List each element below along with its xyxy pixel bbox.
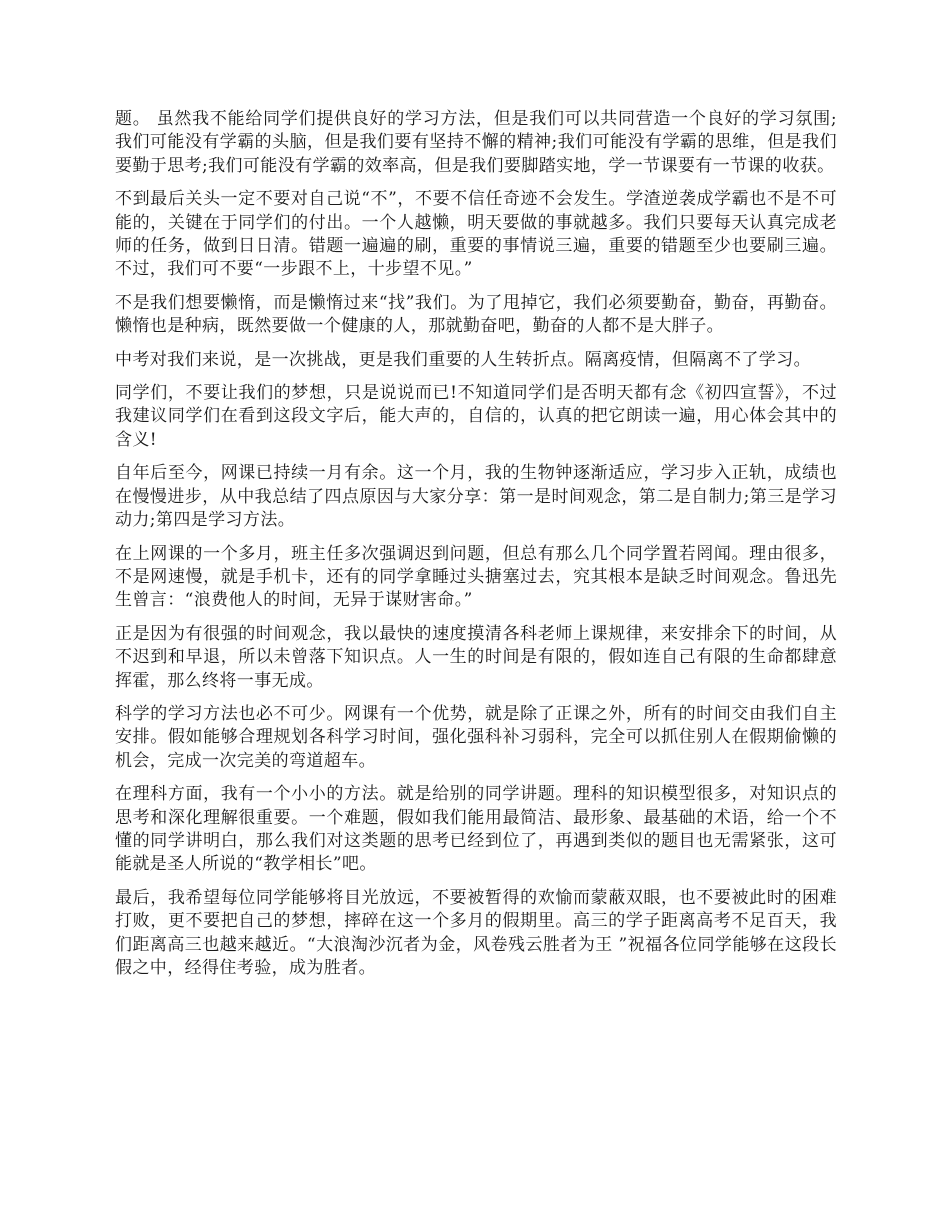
paragraph-4: 中考对我们来说，是一次挑战，更是我们重要的人生转折点。隔离疫情，但隔离不了学习。 — [115, 349, 811, 370]
paragraph-1: 题。 虽然我不能给同学们提供良好的学习方法，但是我们可以共同营造一个良好的学习氛围;我们可能没有学霸的头脑，但是我们要有坚持不懈的精神;我们可能没有学霸的思维，但是我们要勤于思考;我们可能没有学霸的效率高，但是我们要脚踏实地，学一节课要有一节课的收获。 — [115, 109, 837, 176]
paragraph-8: 正是因为有很强的时间观念，我以最快的速度摸清各科老师上课规律，来安排余下的时间，从不迟到和早退，所以未曾落下知识点。人一生的时间是有限的，假如连自己有限的生命都肆意挥霍，那么终将一事无成。 — [115, 623, 837, 691]
paragraph-5: 同学们，不要让我们的梦想，只是说说而已!不知道同学们是否明天都有念《初四宣誓》，不过我建议同学们在看到这段文字后，能大声的，自信的，认真的把它朗读一遍，用心体会其中的含义! — [115, 383, 837, 450]
paragraph-7: 在上网课的一个多月，班主任多次强调迟到问题，但总有那么几个同学置若罔闻。理由很多，不是网速慢，就是手机卡，还有的同学拿睡过头搪塞过去，究其根本是缺乏时间观念。鲁迅先生曾言：“浪费他人的时间，无异于谋财害命。” — [115, 543, 837, 611]
paragraph-11: 最后，我希望每位同学能够将目光放远，不要被暂得的欢愉而蒙蔽双眼，也不要被此时的困难打败，更不要把自己的梦想，摔碎在这一个多月的假期里。高三的学子距离高考不足百天，我们距离高三也越来越近。“大浪淘沙沉者为金，风卷残云胜者为王 ”祝福各位同学能够在这段长假之中，经得住考验，成为胜者。 — [115, 887, 837, 978]
paragraph-3: 不是我们想要懒惰，而是懒惰过来“找”我们。为了甩掉它，我们必须要勤奋，勤奋，再勤奋。懒惰也是种病，既然要做一个健康的人，那就勤奋吧，勤奋的人都不是大胖子。 — [115, 292, 837, 337]
paragraph-2: 不到最后关头一定不要对自己说“不”，不要不信任奇迹不会发生。学渣逆袭成学霸也不是不可能的，关键在于同学们的付出。一个人越懒，明天要做的事就越多。我们只要每天认真完成老师的任务，做到日日清。错题一遍遍的刷，重要的事情说三遍，重要的错题至少也要刷三遍。不过，我们可不要“一步跟不上，十步望不见。” — [115, 189, 837, 280]
paragraph-10: 在理科方面，我有一个小小的方法。就是给别的同学讲题。理科的知识模型很多，对知识点的思考和深化理解很重要。一个难题，假如我们能用最简洁、最形象、最基础的术语，给一个不懂的同学讲明白，那么我们对这类题的思考已经到位了，再遇到类似的题目也无需紧张，这可能就是圣人所说的“教学相长”吧。 — [115, 784, 837, 875]
paragraph-9: 科学的学习方法也必不可少。网课有一个优势，就是除了正课之外，所有的时间交由我们自主安排。假如能够合理规划各科学习时间，强化强科补习弱科，完全可以抓住别人在假期偷懒的机会，完成一次完美的弯道超车。 — [115, 703, 837, 771]
document-page — [115, 108, 837, 990]
paragraph-6: 自年后至今，网课已持续一月有余。这一个月，我的生物钟逐渐适应，学习步入正轨，成绩也在慢慢进步，从中我总结了四点原因与大家分享：第一是时间观念，第二是自制力;第三是学习动力;第四是学习方法。 — [115, 463, 837, 531]
